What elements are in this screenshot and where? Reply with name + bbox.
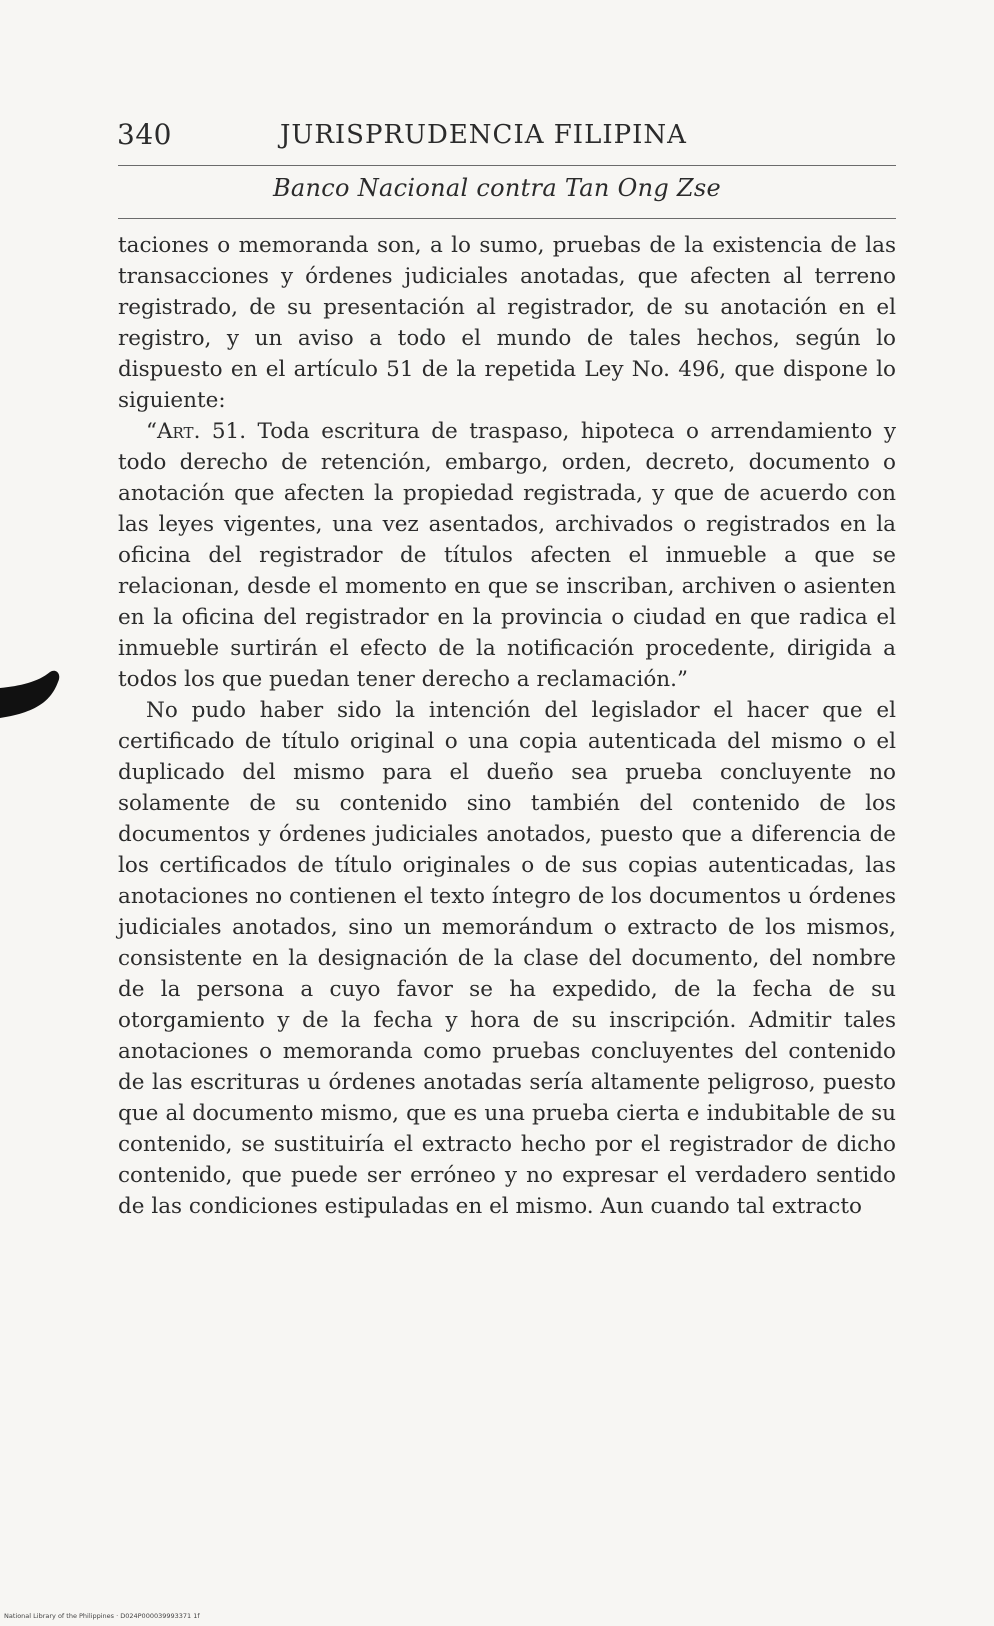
page-edge-shadow bbox=[0, 668, 66, 724]
article-text: . 51. Toda escritura de traspaso, hipoteca o arrendamiento y todo derecho de retención, embargo, orden, decreto, documento o anotación que afecten la propiedad registrada, y que de acuerdo con las leyes vigentes, una vez asentados, archivados o registrados en la oficina del registrador de títulos afecten el inmueble a que se relacionan, desde el momento en que se inscriban, archiven o asienten en la oficina del registrador en la provincia o ciudad en que radica el inmueble surtirán el efecto de la notificación procedente, dirigida a todos los que puedan tener derecho a reclamación.” bbox=[118, 419, 896, 692]
body-text bbox=[118, 230, 896, 1222]
running-title: JURISPRUDENCIA FILIPINA bbox=[280, 120, 687, 150]
case-title: Banco Nacional contra Tan Ong Zse bbox=[272, 174, 722, 202]
page-header bbox=[117, 118, 897, 168]
article-label: Art bbox=[157, 419, 194, 444]
paragraph-2-quote bbox=[118, 416, 896, 695]
paragraph-1: taciones o memoranda son, a lo sumo, pruebas de la existencia de las transacciones y órdenes judiciales anotadas, que afecten al terreno registrado, de su presentación al registrador, de su anotación en el registro, y un aviso a todo el mundo de tales hechos, según lo dispuesto en el artículo 51 de la repetida Ley No. 496, que dispone lo siguiente: bbox=[118, 233, 896, 413]
header-rule-top bbox=[118, 165, 896, 166]
header-rule-bottom bbox=[118, 218, 896, 219]
page-number: 340 bbox=[117, 118, 172, 151]
scan-footer-note: National Library of the Philippines · D024P000039993371 1f bbox=[4, 1612, 200, 1620]
paragraph-3: No pudo haber sido la intención del legislador el hacer que el certificado de título original o una copia autenticada del mismo o el duplicado del mismo para el dueño sea prueba concluyente no solamente de su contenido sino también del contenido de los documentos y órdenes judiciales anotados, puesto que a diferencia de los certificados de título originales o de sus copias autenticadas, las anotaciones no contienen el texto íntegro de los documentos u órdenes judiciales anotados, sino un memorándum o extracto de los mismos, consistente en la designación de la clase del documento, del nombre de la persona a cuyo favor se ha expedido, de la fecha de su otorgamiento y de la fecha y hora de su inscripción. Admitir tales anotaciones o memoranda como pruebas concluyentes del contenido de las escrituras u órdenes anotadas sería altamente peligroso, puesto que al documento mismo, que es una prueba cierta e indubitable de su contenido, se sustituiría el extracto hecho por el registrador de dicho contenido, que puede ser erróneo y no expresar el verdadero sentido de las condiciones estipuladas en el mismo. Aun cuando tal extracto bbox=[118, 698, 896, 1219]
quote-open: “ bbox=[146, 419, 157, 444]
